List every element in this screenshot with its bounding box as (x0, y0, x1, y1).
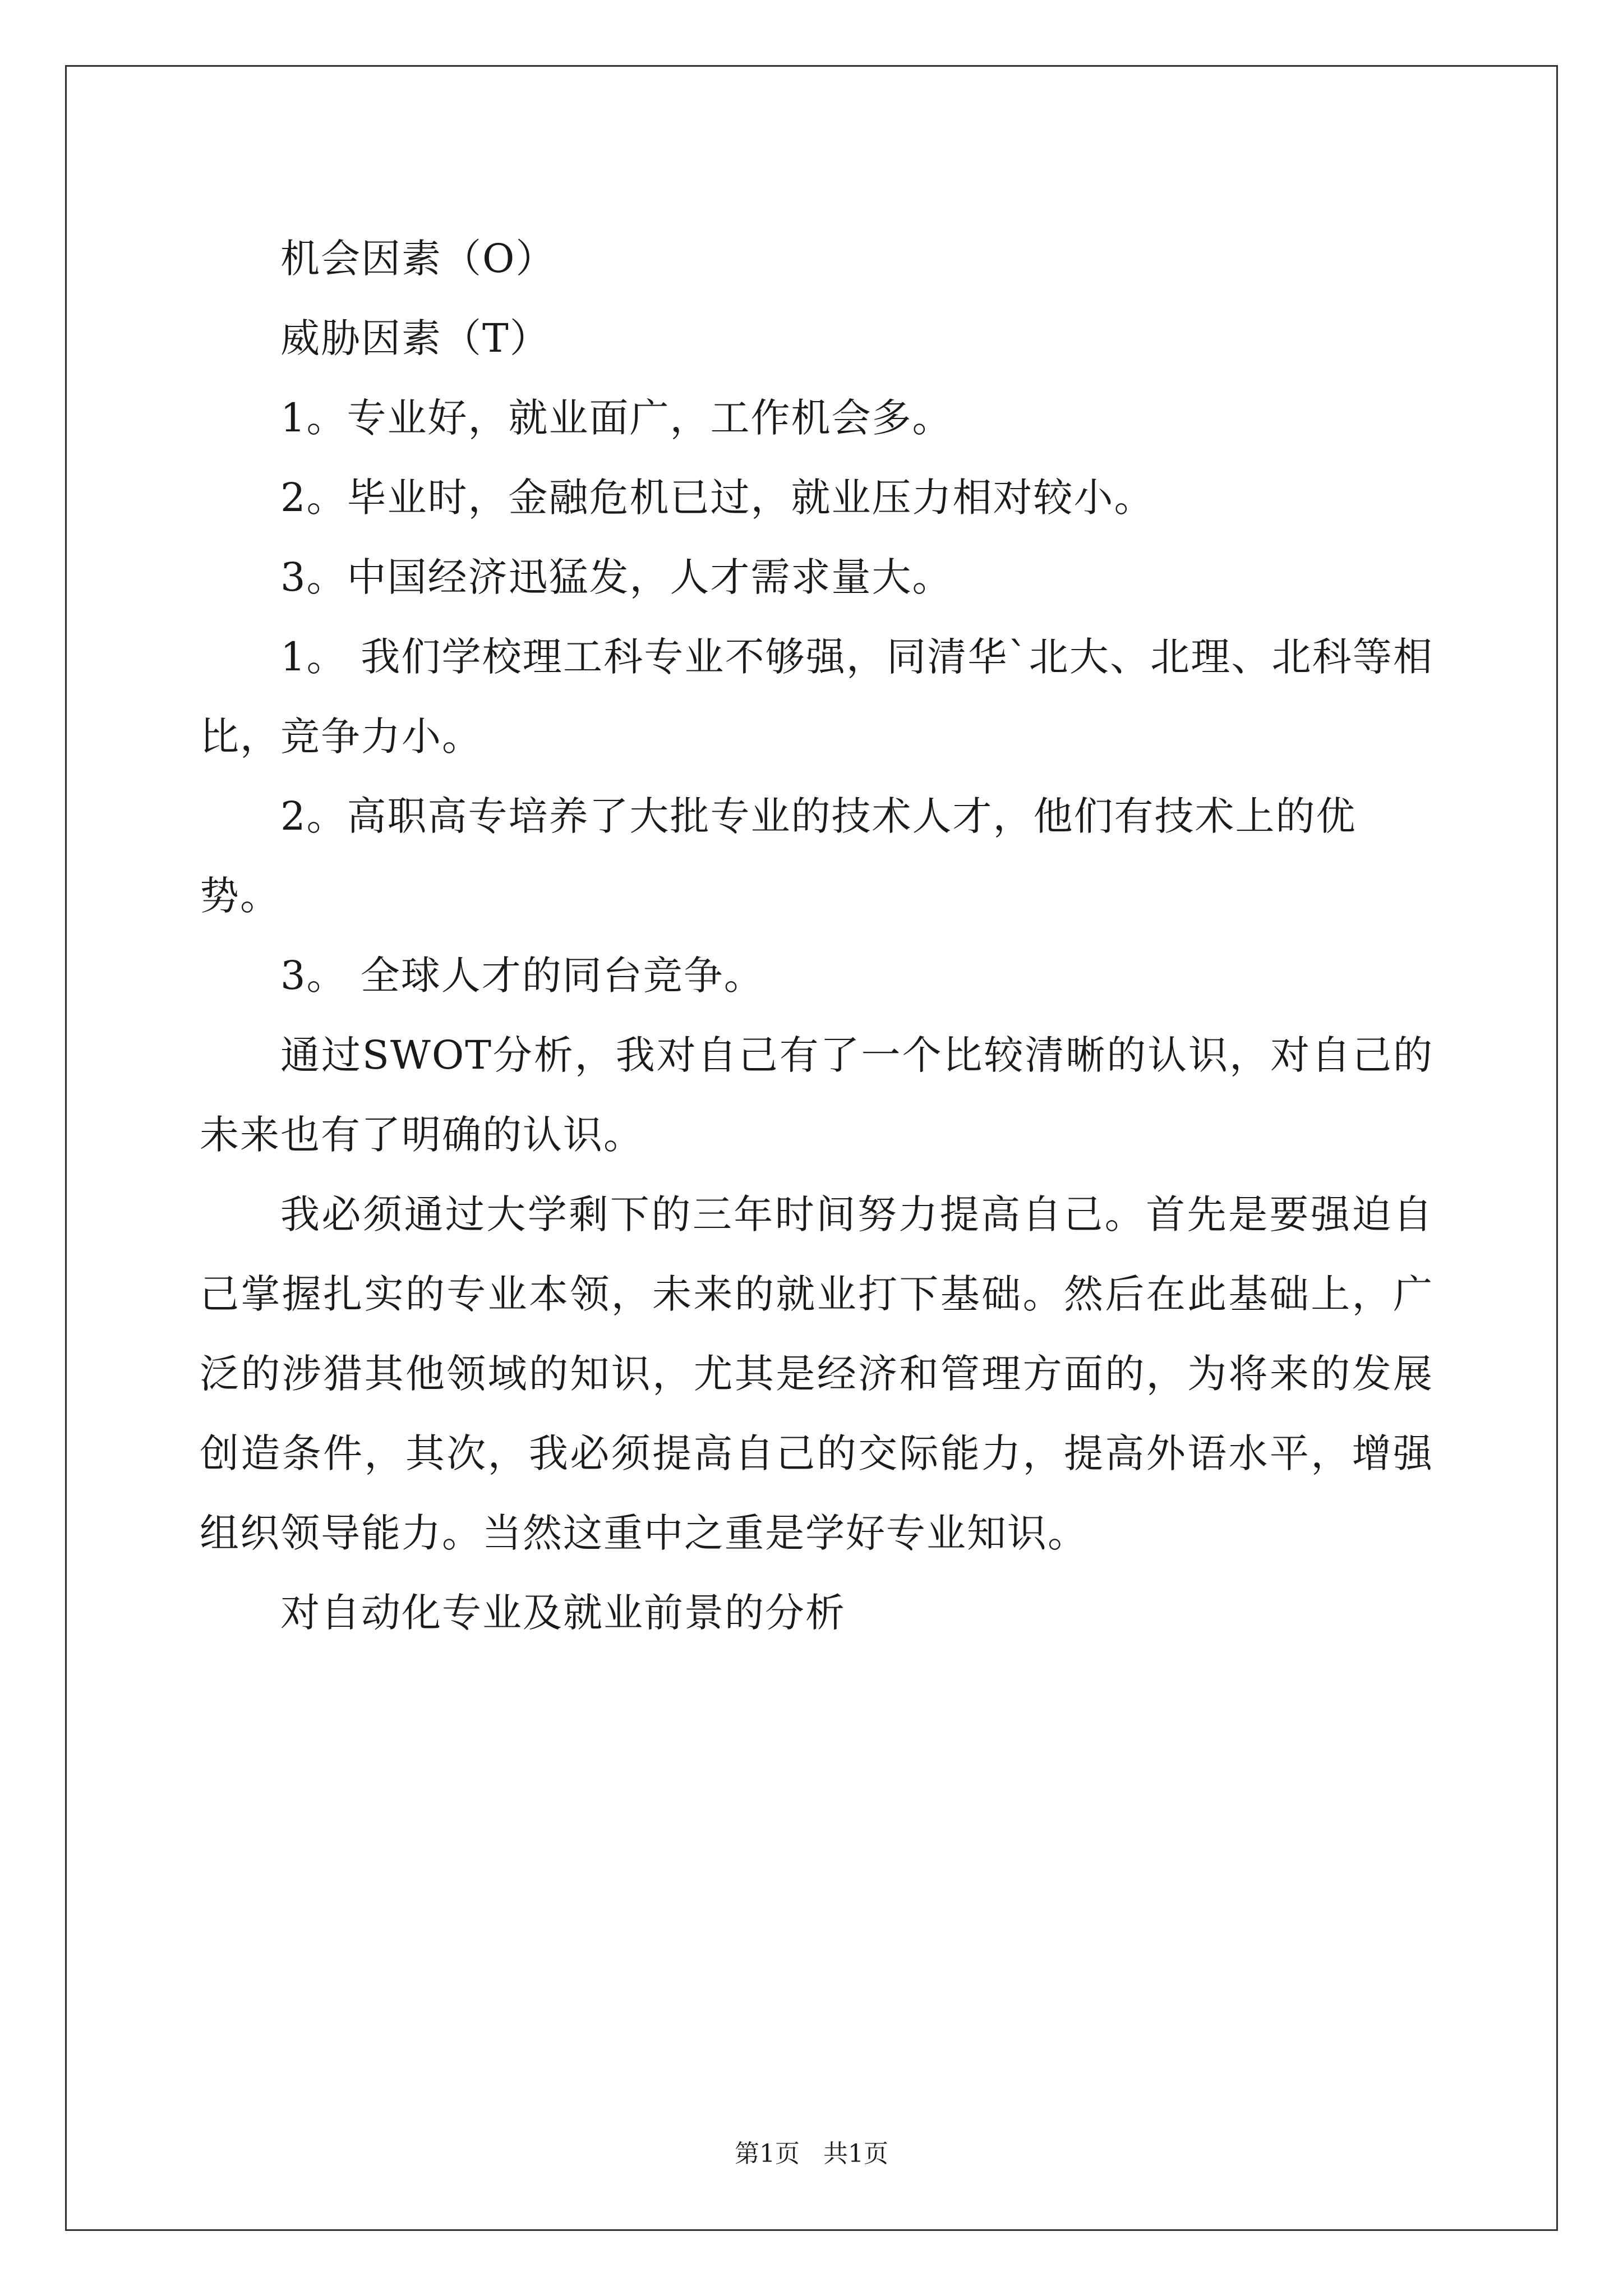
paragraph-threat-3: 3。 全球人才的同台竞争。 (280, 953, 764, 999)
paragraph-plan: 我必须通过大学剩下的三年时间努力提高自己。首先是要强迫自己掌握扎实的专业本领，未来的就业打下基础。然后在此基础上，广泛的涉猎其他领域的知识，尤其是经济和管理方面的，为将来的发展创造条件，其次，我必须提高自己的交际能力，提高外语水平，增强组织领导能力。当然这重中之重是学好专业知识。 (200, 1191, 1433, 1556)
page-total: 共1页 (823, 2139, 888, 2168)
page-footer (0, 2133, 1623, 2169)
paragraph-threat-2: 2。高职高专培养了大批专业的技术人才，他们有技术上的优势。 (200, 793, 1357, 919)
paragraph-opportunity-3: 3。中国经济迅猛发，人才需求量大。 (280, 554, 953, 600)
paragraph-swot-summary: 通过SWOT分析，我对自己有了一个比较清晰的认识，对自己的未来也有了明确的认识。 (200, 1032, 1433, 1158)
paragraph-opportunity-heading: 机会因素（O） (280, 236, 556, 282)
paragraph-opportunity-1: 1。专业好，就业面广，工作机会多。 (280, 395, 953, 441)
page-number: 第1页 (735, 2139, 800, 2168)
document-body (200, 219, 1433, 1653)
paragraph-threat-1: 1。 我们学校理工科专业不够强，同清华`北大、北理、北科等相比，竞争力小。 (200, 634, 1433, 760)
paragraph-analysis-heading: 对自动化专业及就业前景的分析 (280, 1590, 846, 1636)
paragraph-threat-heading: 威胁因素（T） (280, 315, 550, 361)
paragraph-opportunity-2: 2。毕业时，金融危机已过，就业压力相对较小。 (280, 475, 1155, 521)
